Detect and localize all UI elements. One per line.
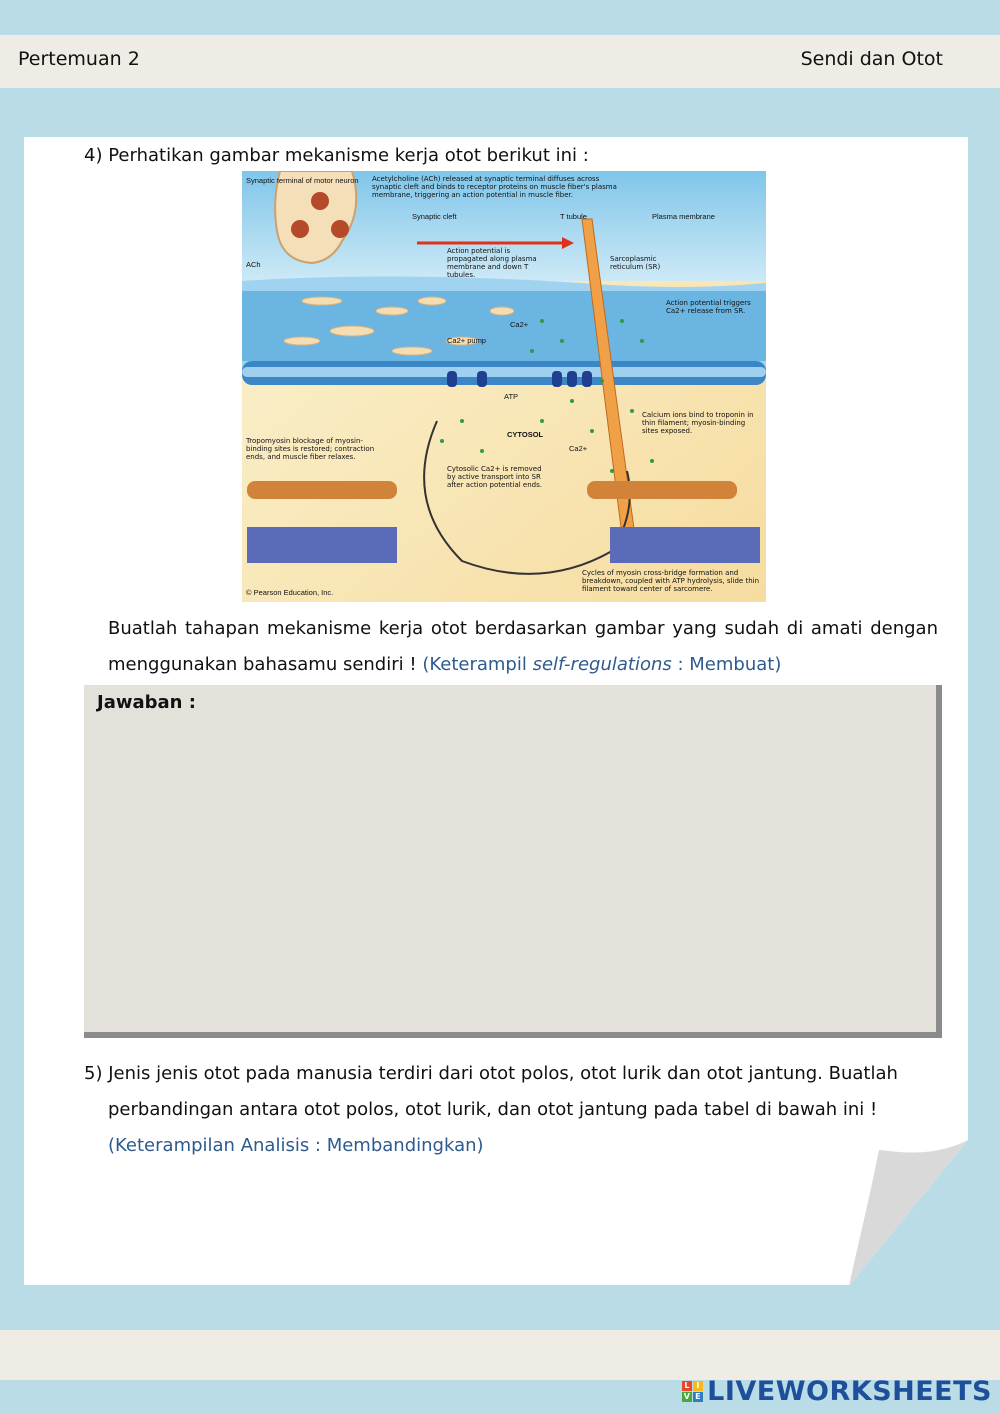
topic-label: Sendi dan Otot	[800, 48, 943, 70]
fig-label-t-tubule: T tubule	[560, 212, 587, 221]
instruction-skill: (Keterampil self-regulations : Membuat)	[422, 654, 782, 675]
fig-label-plasma-membrane: Plasma membrane	[652, 212, 715, 221]
fig-step-4: Calcium ions bind to troponin in thin filament; myosin-binding sites exposed.	[642, 411, 754, 435]
page-footer	[0, 1330, 1000, 1380]
liveworksheets-logo-icon: L I V E	[682, 1381, 703, 1402]
fig-label-ca-pump: Ca2+ pump	[447, 336, 486, 345]
liveworksheets-brand: L I V E LIVEWORKSHEETS	[683, 1376, 992, 1407]
fig-label-atp: ATP	[504, 392, 519, 401]
q5-skill: (Keterampilan Analisis : Membandingkan)	[108, 1135, 484, 1156]
fig-label-terminal: Synaptic terminal of motor neuron	[246, 176, 359, 185]
fig-step-5: Cycles of myosin cross-bridge formation and breakdown, coupled with ATP hydrolysis, slide thin filament toward center of sarcomere.	[582, 569, 760, 593]
fig-step-7: Tropomyosin blockage of myosin-binding sites is restored; contraction ends, and muscle fiber relaxes.	[246, 437, 375, 461]
fig-copyright: © Pearson Education, Inc.	[246, 588, 334, 597]
instruction-text: Buatlah tahapan mekanisme kerja otot berdasarkan gambar yang sudah di amati dengan menggunakan bahasamu sendiri ! (Keterampil self-regulations : Membuat)	[108, 618, 938, 675]
fig-label-sr: Sarcoplasmic reticulum (SR)	[610, 255, 661, 271]
fig-step-6: Cytosolic Ca2+ is removed by active transport into SR after action potential ends.	[447, 465, 542, 489]
fig-label-ca-2: Ca2+	[569, 444, 588, 453]
fig-label-cytosol: CYTOSOL	[507, 430, 544, 439]
fig-label-ach: ACh	[246, 260, 261, 269]
answer-box[interactable]	[84, 685, 942, 1038]
fig-label-cleft: Synaptic cleft	[412, 212, 457, 221]
muscle-contraction-figure	[242, 171, 766, 602]
answer-label: Jawaban :	[97, 692, 196, 713]
meeting-label: Pertemuan 2	[18, 48, 140, 70]
fig-label-ca-1: Ca2+	[510, 320, 529, 329]
fig-step-1: Acetylcholine (ACh) released at synaptic terminal diffuses across synaptic cleft and binds to receptor proteins on muscle fiber's plasma membrane, triggering an action potential in muscle fiber.	[372, 175, 617, 199]
fig-step-2: Action potential is propagated along plasma membrane and down T tubules.	[447, 247, 537, 279]
q5-line-2: perbandingan antara otot polos, otot lurik, dan otot jantung pada tabel di bawah ini !	[108, 1099, 878, 1120]
question-4-title: 4) Perhatikan gambar mekanisme kerja otot berikut ini :	[84, 145, 589, 166]
question-5	[84, 1056, 938, 1164]
q5-line-1: 5) Jenis jenis otot pada manusia terdiri dari otot polos, otot lurik dan otot jantung. Buatlah	[84, 1063, 898, 1084]
fig-step-3: Action potential triggers Ca2+ release from SR.	[666, 299, 751, 315]
